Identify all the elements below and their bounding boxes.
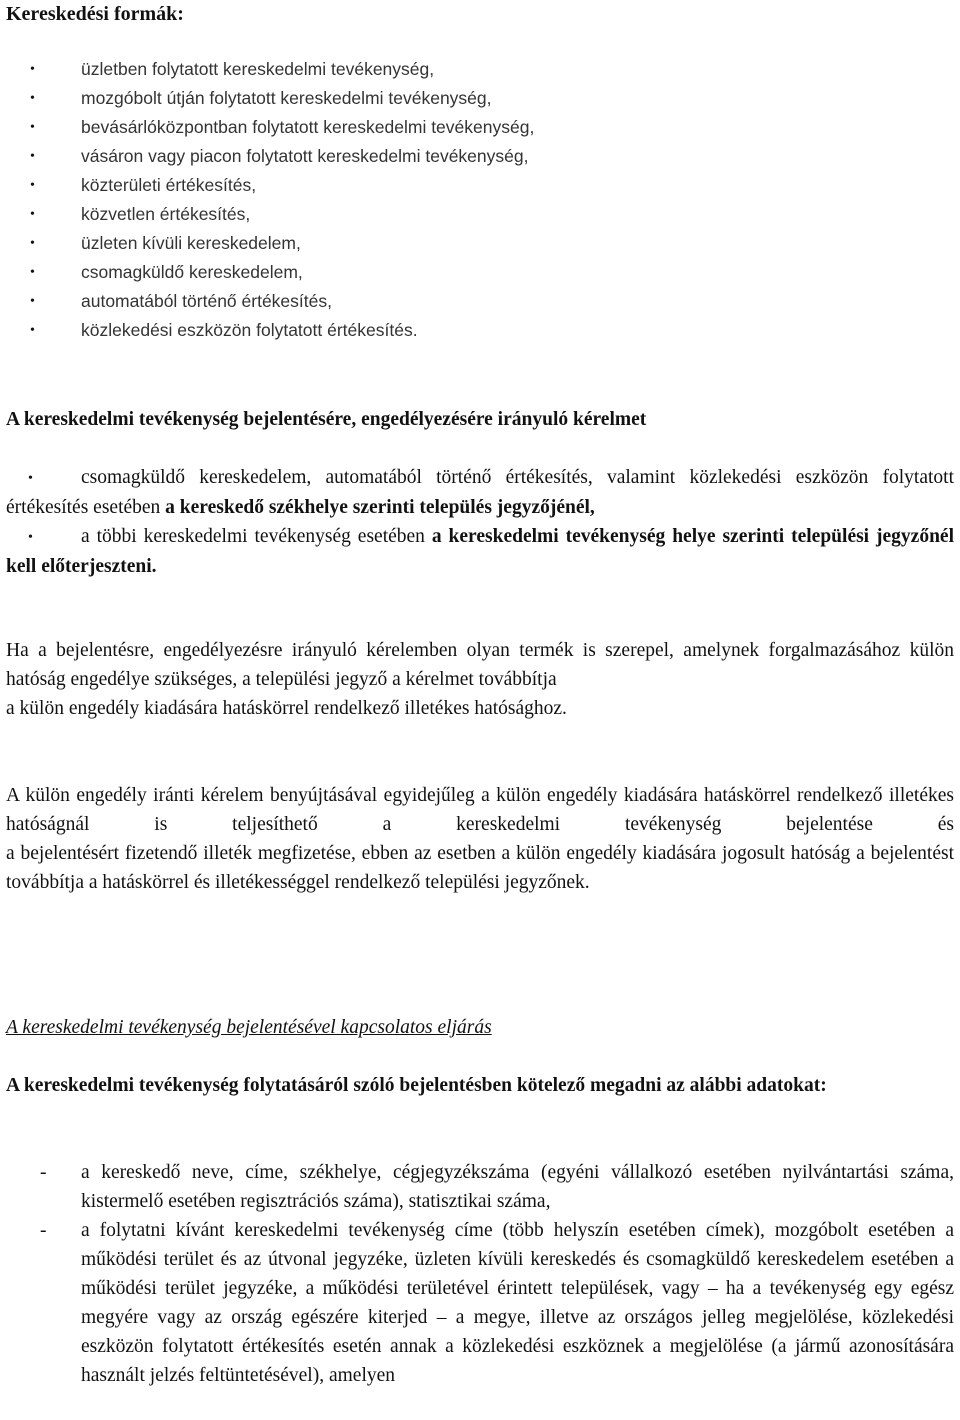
dash-icon: - xyxy=(40,1220,47,1241)
list-item-text: vásáron vagy piacon folytatott kereskedelmi tevékenység, xyxy=(81,146,529,166)
list-item-text: üzleten kívüli kereskedelem, xyxy=(81,233,301,253)
list-item-text: közlekedési eszközön folytatott értékesítés. xyxy=(81,320,418,340)
list-item xyxy=(6,258,956,287)
list-item-text: csomagküldő kereskedelem, automatából történő értékesítés, valamint közlekedési eszközön folytatott értékesítés esetében xyxy=(6,467,954,518)
list-item xyxy=(6,142,956,171)
list-item-text: üzletben folytatott kereskedelmi tevékenység, xyxy=(81,59,435,79)
list-item xyxy=(6,1158,954,1216)
paragraph-text: a külön engedély kiadására hatáskörrel rendelkező illetékes hatósághoz. xyxy=(6,698,567,719)
list-item xyxy=(6,229,956,258)
request-items xyxy=(6,463,954,581)
list-item-text: bevásárlóközpontban folytatott kereskedelmi tevékenység, xyxy=(81,117,535,137)
list-item xyxy=(6,316,956,345)
bullet-icon: • xyxy=(30,265,35,280)
list-item-text: a folytatni kívánt kereskedelmi tevékenység címe (több helyszín esetében címek), mozgóbolt esetében a működési terület és az útvonal jegyzéke, üzleten kívüli kereskedés és csomagküldő kereskedelem esetében a működési terület jegyzéke, a működési területével érintett települések, vagy – ha a tevékenység egy egész megyére vagy az ország egészére kiterjed – a megye, illetve az országos jelleg megjelölése, közlekedési eszközön folytatott értékesítés esetén annak a közlekedési eszköznek a megjelölése (a jármű azonosítására használt jelzés feltüntetésével), amelyen xyxy=(81,1220,954,1386)
procedure-title: A kereskedelmi tevékenység bejelentésével kapcsolatos eljárás xyxy=(6,1017,492,1038)
dash-icon: - xyxy=(40,1162,47,1183)
bullet-icon: • xyxy=(30,178,35,193)
list-item xyxy=(6,171,956,200)
bullet-icon: • xyxy=(30,149,35,164)
list-item-text: közvetlen értékesítés, xyxy=(81,204,251,224)
bullet-icon: • xyxy=(30,294,35,309)
paragraph-text: Ha a bejelentésre, engedélyezésre irányuló kérelemben olyan termék is szerepel, amelynek forgalmazásához külön hatóság engedélye szükséges, a települési jegyző a kérelmet továbbítja xyxy=(6,640,954,690)
list-item-text: a kereskedő neve, címe, székhelye, cégjegyzékszáma (egyéni vállalkozó esetében nyilvántartási száma, kistermelő esetében regisztrációs száma), statisztikai száma, xyxy=(81,1162,954,1212)
bullet-icon: • xyxy=(28,471,33,486)
bullet-icon: • xyxy=(30,207,35,222)
section-heading: Kereskedési formák: xyxy=(6,3,184,25)
paragraph-text: a bejelentésért fizetendő illeték megfizetése, ebben az esetben a külön engedély kiadására jogosult hatóság a bejelentést továbbítja a hatáskörrel és illetékességgel rendelkező települési jegyzőnek. xyxy=(6,843,954,893)
list-item xyxy=(6,287,956,316)
trade-forms-list xyxy=(6,55,956,345)
list-item-text: mozgóbolt útján folytatott kereskedelmi tevékenység, xyxy=(81,88,492,108)
paragraph-text: A külön engedély iránti kérelem benyújtásával egyidejűleg a külön engedély kiadására hatáskörrel rendelkező illetékes hatóságnál is teljesíthető a kereskedelmi tevékenység bejelentése és xyxy=(6,785,954,835)
list-item-text: csomagküldő kereskedelem, xyxy=(81,262,303,282)
list-item xyxy=(6,1216,954,1390)
list-item-emphasis: a kereskedelmi tevékenység helye szerinti települési jegyzőnél kell előterjeszteni. xyxy=(6,526,955,577)
bullet-icon: • xyxy=(30,62,35,77)
list-item xyxy=(6,522,954,581)
list-item-text: automatából történő értékesítés, xyxy=(81,291,332,311)
list-item-text: a többi kereskedelmi tevékenység esetében xyxy=(81,526,432,547)
request-heading: A kereskedelmi tevékenység bejelentésére, engedélyezésére irányuló kérelmet xyxy=(6,409,647,430)
mandatory-list xyxy=(6,1158,954,1390)
list-item-text: közterületi értékesítés, xyxy=(81,175,257,195)
list-item xyxy=(6,84,956,113)
paragraph xyxy=(6,636,954,723)
bullet-icon: • xyxy=(30,323,35,338)
list-item xyxy=(6,113,956,142)
bullet-icon: • xyxy=(30,236,35,251)
list-item xyxy=(6,463,954,522)
list-item xyxy=(6,55,956,84)
mandatory-heading: A kereskedelmi tevékenység folytatásáról szóló bejelentésben kötelező megadni az alábbi adatokat: xyxy=(6,1075,827,1096)
paragraph xyxy=(6,781,954,897)
bullet-icon: • xyxy=(30,120,35,135)
bullet-icon: • xyxy=(28,530,33,545)
list-item xyxy=(6,200,956,229)
bullet-icon: • xyxy=(30,91,35,106)
list-item-emphasis: a kereskedő székhelye szerinti település jegyzőjénél, xyxy=(165,497,595,518)
